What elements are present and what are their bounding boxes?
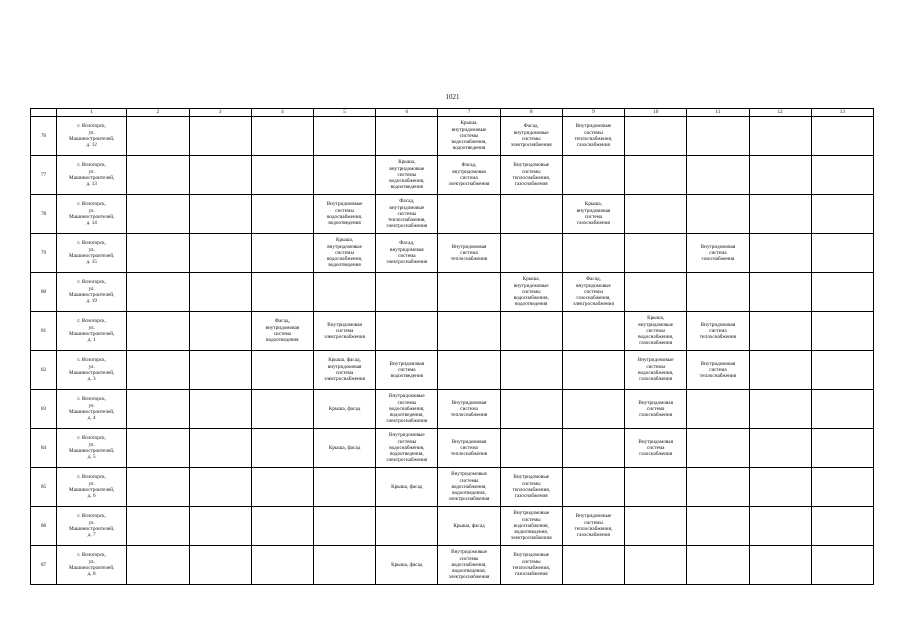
table-body — [31, 117, 874, 585]
work-cell — [811, 312, 873, 351]
work-cell — [313, 273, 375, 312]
work-cell — [562, 468, 624, 507]
work-cell — [127, 390, 189, 429]
work-cell — [749, 507, 811, 546]
work-cell — [811, 546, 873, 585]
work-cell — [562, 195, 624, 234]
work-cell — [313, 507, 375, 546]
work-cell — [376, 156, 438, 195]
work-cell — [313, 546, 375, 585]
cell-text: Внутридомовая система электроснабжения — [324, 321, 365, 341]
work-cell — [500, 312, 562, 351]
work-cell — [749, 312, 811, 351]
row-number: 80 — [31, 273, 57, 312]
cell-text: Крыша, внутридомовая система газоснабжения — [576, 201, 611, 227]
work-cell — [189, 507, 251, 546]
work-cell — [625, 546, 687, 585]
work-cell — [127, 429, 189, 468]
cell-text: Фасад, внутридомовые системы газоснабжения, электроснабжения — [573, 276, 614, 308]
work-cell — [251, 546, 313, 585]
address-cell — [57, 351, 127, 390]
work-cell — [313, 351, 375, 390]
repair-schedule-table — [30, 108, 874, 585]
work-cell — [127, 234, 189, 273]
work-cell — [687, 312, 749, 351]
work-cell — [749, 390, 811, 429]
header-cell: 4 — [251, 109, 313, 117]
cell-text: Крыша, фасад — [391, 483, 423, 490]
row-number: 87 — [31, 546, 57, 585]
work-cell — [376, 234, 438, 273]
work-cell — [811, 156, 873, 195]
work-cell — [313, 312, 375, 351]
work-cell — [749, 273, 811, 312]
cell-text: г. Ясногорск, ул. Машиностроителей, д. 13 — [69, 162, 115, 188]
cell-text: Внутридомовая система теплоснабжения — [450, 399, 488, 419]
work-cell — [811, 468, 873, 507]
cell-text: Крыша, фасад — [453, 522, 485, 529]
cell-text: Крыша, внутридомовые системы водоснабжения, водоотведения — [327, 237, 363, 269]
work-cell — [562, 312, 624, 351]
cell-text: г. Ясногорск, ул. Машиностроителей, д. 1 — [69, 318, 115, 344]
work-cell — [811, 429, 873, 468]
work-cell — [500, 468, 562, 507]
address-cell — [57, 390, 127, 429]
work-cell — [189, 390, 251, 429]
header-cell: 2 — [127, 109, 189, 117]
work-cell — [251, 117, 313, 156]
address-cell — [57, 507, 127, 546]
work-cell — [313, 468, 375, 507]
header-cell: 13 — [811, 109, 873, 117]
cell-text: Внутридомовая система теплоснабжения — [699, 360, 737, 380]
cell-text: Крыша, внутридомовые системы водоснабжения, водоотведения — [513, 276, 549, 308]
table-row — [31, 156, 874, 195]
work-cell — [687, 468, 749, 507]
table-row — [31, 507, 874, 546]
work-cell — [438, 546, 500, 585]
work-cell — [687, 507, 749, 546]
cell-text: Внутридомовые системы водоснабжения, водоотведения — [326, 201, 363, 227]
cell-text: Внутридомовые системы водоснабжения, водоотведения, электроснабжения — [386, 393, 428, 425]
work-cell — [189, 156, 251, 195]
work-cell — [189, 195, 251, 234]
work-cell — [811, 234, 873, 273]
work-cell — [376, 429, 438, 468]
work-cell — [687, 234, 749, 273]
cell-text: Внутридомовая система теплоснабжения — [699, 321, 737, 341]
work-cell — [687, 156, 749, 195]
work-cell — [500, 273, 562, 312]
work-cell — [376, 546, 438, 585]
work-cell — [562, 507, 624, 546]
work-cell — [313, 156, 375, 195]
work-cell — [625, 234, 687, 273]
cell-text: Крыша, фасад — [328, 444, 361, 451]
cell-text: Внутридомовые системы теплоснабжения, газоснабжения — [574, 513, 613, 539]
work-cell — [376, 195, 438, 234]
work-cell — [625, 390, 687, 429]
work-cell — [500, 429, 562, 468]
work-cell — [749, 117, 811, 156]
work-cell — [376, 468, 438, 507]
work-cell — [376, 117, 438, 156]
work-cell — [189, 351, 251, 390]
page-number: 1021 — [445, 93, 460, 101]
header-cell: 8 — [500, 109, 562, 117]
work-cell — [749, 195, 811, 234]
work-cell — [438, 273, 500, 312]
cell-text: Крыша, фасад — [391, 561, 423, 568]
cell-text: Внутридомовые системы водоснабжения, водоотведения, электроснабжения — [386, 432, 428, 464]
work-cell — [500, 546, 562, 585]
work-cell — [687, 351, 749, 390]
work-cell — [687, 117, 749, 156]
work-cell — [625, 156, 687, 195]
work-cell — [189, 312, 251, 351]
cell-text: Фасад, внутридомовые системы электроснабжения — [510, 123, 552, 149]
work-cell — [500, 117, 562, 156]
table-row — [31, 234, 874, 273]
header-cell: 12 — [749, 109, 811, 117]
work-cell — [189, 468, 251, 507]
work-cell — [189, 273, 251, 312]
work-cell — [251, 351, 313, 390]
address-cell — [57, 195, 127, 234]
work-cell — [127, 351, 189, 390]
work-cell — [438, 351, 500, 390]
cell-text: Внутридомовые системы теплоснабжения, газоснабжения — [574, 123, 613, 149]
work-cell — [811, 390, 873, 429]
work-cell — [438, 156, 500, 195]
work-cell — [562, 273, 624, 312]
work-cell — [500, 156, 562, 195]
work-cell — [687, 195, 749, 234]
work-cell — [127, 117, 189, 156]
work-cell — [127, 273, 189, 312]
cell-text: г. Ясногорск, ул. Машиностроителей, д. 8 — [69, 552, 115, 578]
cell-text: г. Ясногорск, ул. Машиностроителей, д. 19 — [69, 279, 115, 305]
work-cell — [749, 156, 811, 195]
row-number: 83 — [31, 390, 57, 429]
work-cell — [251, 429, 313, 468]
work-cell — [625, 117, 687, 156]
work-cell — [625, 351, 687, 390]
work-cell — [811, 273, 873, 312]
header-cell: 6 — [376, 109, 438, 117]
work-cell — [251, 234, 313, 273]
address-cell — [57, 429, 127, 468]
work-cell — [811, 351, 873, 390]
table-row — [31, 195, 874, 234]
work-cell — [127, 507, 189, 546]
table-row — [31, 312, 874, 351]
header-cell: 10 — [625, 109, 687, 117]
address-cell — [57, 468, 127, 507]
work-cell — [811, 507, 873, 546]
cell-text: г. Ясногорск, ул. Машиностроителей, д. 3 — [69, 357, 115, 383]
cell-text: г. Ясногорск, ул. Машиностроителей, д. 14 — [69, 201, 115, 227]
row-number: 79 — [31, 234, 57, 273]
work-cell — [313, 117, 375, 156]
work-cell — [438, 429, 500, 468]
work-cell — [562, 234, 624, 273]
work-cell — [189, 546, 251, 585]
work-cell — [313, 429, 375, 468]
cell-text: Внутридомовая система водоотведения — [389, 360, 425, 380]
work-cell — [625, 429, 687, 468]
address-cell — [57, 156, 127, 195]
work-cell — [376, 351, 438, 390]
work-cell — [811, 117, 873, 156]
cell-text: Внутридомовая система газоснабжения — [638, 438, 673, 458]
table-row — [31, 546, 874, 585]
header-cell: 3 — [189, 109, 251, 117]
work-cell — [251, 468, 313, 507]
work-cell — [562, 390, 624, 429]
work-cell — [562, 546, 624, 585]
work-cell — [438, 390, 500, 429]
row-number: 77 — [31, 156, 57, 195]
cell-text: Внутридомовые системы теплоснабжения, газоснабжения — [512, 474, 551, 500]
work-cell — [749, 234, 811, 273]
work-cell — [189, 429, 251, 468]
cell-text: Внутридомовые системы теплоснабжения, газоснабжения — [512, 552, 551, 578]
header-row — [31, 109, 874, 117]
work-cell — [562, 117, 624, 156]
work-cell — [687, 273, 749, 312]
row-number: 78 — [31, 195, 57, 234]
work-cell — [562, 351, 624, 390]
work-cell — [313, 234, 375, 273]
row-number: 81 — [31, 312, 57, 351]
cell-text: Крыша, внутридомовые системы водоснабжения, газоснабжения — [638, 315, 674, 347]
table-row — [31, 351, 874, 390]
work-cell — [376, 273, 438, 312]
work-cell — [500, 351, 562, 390]
work-cell — [625, 312, 687, 351]
work-cell — [376, 312, 438, 351]
work-cell — [127, 156, 189, 195]
header-cell: 7 — [438, 109, 500, 117]
work-cell — [251, 195, 313, 234]
table-row — [31, 390, 874, 429]
cell-text: Внутридомовые системы водоснабжения, газоснабжения — [637, 357, 674, 383]
table-row — [31, 273, 874, 312]
address-cell — [57, 234, 127, 273]
cell-text: Внутридомовая система теплоснабжения — [450, 243, 488, 263]
work-cell — [251, 390, 313, 429]
work-cell — [749, 351, 811, 390]
work-cell — [438, 234, 500, 273]
work-cell — [749, 546, 811, 585]
cell-text: Внутридомовые системы водоснабжения, водоотведения, электроснабжения — [448, 471, 490, 503]
work-cell — [500, 195, 562, 234]
work-cell — [127, 546, 189, 585]
work-cell — [313, 390, 375, 429]
address-cell — [57, 273, 127, 312]
row-number: 76 — [31, 117, 57, 156]
work-cell — [251, 312, 313, 351]
work-cell — [625, 468, 687, 507]
cell-text: Фасад, внутридомовая система электроснабжения — [448, 162, 490, 188]
work-cell — [749, 468, 811, 507]
work-cell — [251, 273, 313, 312]
work-cell — [438, 507, 500, 546]
cell-text: Внутридомовые системы водоснабжения, водоотведения, электроснабжения — [510, 510, 552, 542]
row-number: 82 — [31, 351, 57, 390]
work-cell — [625, 273, 687, 312]
work-cell — [811, 195, 873, 234]
work-cell — [625, 507, 687, 546]
work-cell — [749, 429, 811, 468]
work-cell — [251, 156, 313, 195]
table-row — [31, 429, 874, 468]
cell-text: Крыша, внутридомовые системы водоснабжения, водоотведения — [451, 120, 487, 152]
row-number: 86 — [31, 507, 57, 546]
work-cell — [127, 312, 189, 351]
work-cell — [562, 156, 624, 195]
cell-text: Внутридомовые системы водоснабжения, водоотведения, электроснабжения — [448, 549, 490, 581]
work-cell — [313, 195, 375, 234]
cell-text: Крыша, внутридомовые системы водоснабжения, водоотведения — [389, 159, 425, 191]
cell-text: г. Ясногорск, ул. Машиностроителей, д. 5 — [69, 435, 115, 461]
work-cell — [500, 390, 562, 429]
row-number: 85 — [31, 468, 57, 507]
table-row — [31, 117, 874, 156]
header-cell-empty — [31, 109, 57, 117]
cell-text: Фасад, внутридомовые системы теплоснабжения, электроснабжения — [386, 198, 428, 230]
address-cell — [57, 312, 127, 351]
work-cell — [438, 117, 500, 156]
work-cell — [376, 507, 438, 546]
cell-text: Крыша, фасад, внутридомовая система электроснабжения — [324, 357, 365, 383]
work-cell — [687, 546, 749, 585]
address-cell — [57, 546, 127, 585]
work-cell — [189, 234, 251, 273]
row-number: 84 — [31, 429, 57, 468]
cell-text: Внутридомовая система газоснабжения — [700, 243, 736, 263]
header-cell: 1 — [57, 109, 127, 117]
work-cell — [687, 390, 749, 429]
cell-text: г. Ясногорск, ул. Машиностроителей, д. 15 — [69, 240, 115, 266]
cell-text: Внутридомовые системы теплоснабжения, газоснабжения — [512, 162, 551, 188]
cell-text: г. Ясногорск, ул. Машиностроителей, д. 4 — [69, 396, 115, 422]
work-cell — [251, 507, 313, 546]
cell-text: Крыша, фасад — [328, 405, 361, 412]
cell-text: г. Ясногорск, ул. Машиностроителей, д. 7 — [69, 513, 115, 539]
work-cell — [127, 195, 189, 234]
work-cell — [562, 429, 624, 468]
work-cell — [438, 195, 500, 234]
header-cell: 9 — [562, 109, 624, 117]
work-cell — [625, 195, 687, 234]
header-cell: 5 — [313, 109, 375, 117]
cell-text: Фасад, внутридомовая система водоотведения — [265, 318, 300, 344]
header-cell: 11 — [687, 109, 749, 117]
work-cell — [438, 312, 500, 351]
cell-text: Фасад, внутридомовая система электроснабжения — [386, 240, 428, 266]
cell-text: Внутридомовая система газоснабжения — [638, 399, 673, 419]
table-row — [31, 468, 874, 507]
work-cell — [127, 468, 189, 507]
work-cell — [687, 429, 749, 468]
work-cell — [500, 507, 562, 546]
cell-text: г. Ясногорск, ул. Машиностроителей, д. 6 — [69, 474, 115, 500]
cell-text: г. Ясногорск, ул. Машиностроителей, д. 12 — [69, 123, 115, 149]
cell-text: Внутридомовая система теплоснабжения — [450, 438, 488, 458]
work-cell — [376, 390, 438, 429]
address-cell — [57, 117, 127, 156]
work-cell — [500, 234, 562, 273]
work-cell — [438, 468, 500, 507]
work-cell — [189, 117, 251, 156]
